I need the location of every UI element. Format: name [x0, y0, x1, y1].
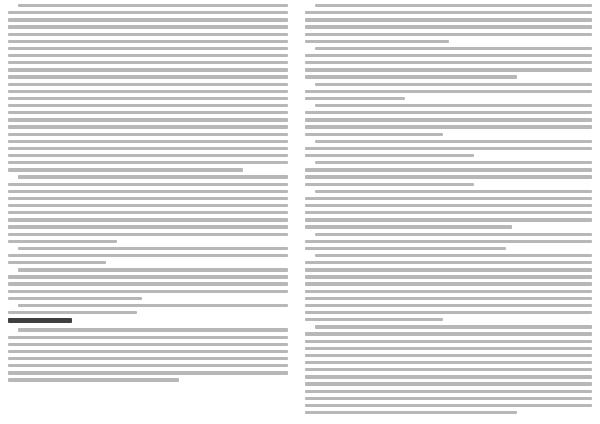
text-line: [305, 75, 517, 78]
text-line: [8, 33, 288, 36]
text-line: [8, 40, 288, 43]
text-line: [305, 347, 592, 350]
text-line: [8, 54, 288, 57]
text-line: [8, 336, 288, 339]
text-line: [8, 83, 288, 86]
text-line: [305, 197, 592, 200]
text-line: [305, 118, 592, 121]
text-line: [305, 33, 592, 36]
text-line: [8, 282, 288, 285]
text-line: [8, 90, 288, 93]
right-paragraph: [305, 325, 592, 414]
text-line: [8, 61, 288, 64]
text-line: [8, 311, 137, 314]
text-line: [8, 168, 243, 171]
text-line: [305, 411, 517, 414]
text-line: [305, 290, 592, 293]
text-line: [305, 147, 592, 150]
text-line: [315, 254, 592, 257]
text-line: [18, 247, 288, 250]
text-line: [315, 325, 592, 328]
text-line: [305, 68, 592, 71]
text-line: [315, 161, 592, 164]
text-line: [8, 140, 288, 143]
text-line: [8, 18, 288, 21]
text-line: [8, 261, 106, 264]
text-line: [8, 147, 288, 150]
text-line: [305, 25, 592, 28]
text-line: [8, 161, 288, 164]
text-line: [305, 111, 592, 114]
text-line: [8, 211, 288, 214]
text-line: [18, 304, 288, 307]
text-line: [8, 204, 288, 207]
right-paragraph: [305, 190, 592, 229]
text-line: [8, 218, 288, 221]
text-line: [305, 275, 592, 278]
text-line: [315, 190, 592, 193]
left-paragraph: [8, 268, 288, 300]
text-line: [315, 104, 592, 107]
right-paragraph: [305, 233, 592, 251]
text-line: [305, 175, 592, 178]
text-line: [8, 275, 288, 278]
text-line: [305, 240, 592, 243]
left-paragraph: [8, 328, 288, 381]
text-line: [18, 328, 288, 331]
text-line: [305, 54, 592, 57]
text-line: [8, 254, 288, 257]
text-line: [305, 18, 592, 21]
text-line: [8, 371, 288, 374]
text-line: [8, 11, 288, 14]
text-line: [8, 357, 288, 360]
text-line: [305, 168, 592, 171]
text-line: [305, 368, 592, 371]
text-line: [305, 311, 592, 314]
text-line: [18, 4, 288, 7]
text-line: [8, 378, 179, 381]
text-line: [8, 75, 288, 78]
text-line: [305, 318, 443, 321]
text-line: [18, 268, 288, 271]
left-paragraph: [8, 4, 288, 172]
text-line: [8, 25, 288, 28]
text-line: [305, 397, 592, 400]
text-line: [18, 175, 288, 178]
text-line: [305, 61, 592, 64]
text-line: [305, 225, 512, 228]
text-line: [305, 133, 443, 136]
text-line: [305, 354, 592, 357]
text-line: [315, 4, 592, 7]
text-line: [8, 118, 288, 121]
text-line: [305, 268, 592, 271]
text-line: [305, 40, 449, 43]
text-line: [305, 361, 592, 364]
text-line: [8, 297, 142, 300]
text-line: [8, 233, 288, 236]
text-line: [315, 140, 592, 143]
text-line: [8, 240, 117, 243]
text-line: [305, 218, 592, 221]
text-line: [8, 183, 288, 186]
text-line: [8, 97, 288, 100]
text-line: [305, 382, 592, 385]
text-line: [305, 97, 405, 100]
text-line: [305, 211, 592, 214]
right-paragraph: [305, 104, 592, 136]
text-line: [8, 343, 288, 346]
text-line: [315, 47, 592, 50]
text-line: [315, 233, 592, 236]
text-line: [8, 290, 288, 293]
text-line: [305, 304, 592, 307]
text-line: [305, 390, 592, 393]
right-paragraph: [305, 47, 592, 79]
right-paragraph: [305, 140, 592, 158]
text-line: [305, 297, 592, 300]
text-line: [305, 404, 592, 407]
text-line: [8, 350, 288, 353]
text-line: [8, 133, 288, 136]
right-column: [305, 4, 592, 418]
text-line: [8, 364, 288, 367]
text-line: [305, 125, 592, 128]
text-line: [305, 90, 592, 93]
text-line: [305, 11, 592, 14]
left-column: [8, 4, 288, 386]
text-line: [305, 154, 474, 157]
text-line: [305, 340, 592, 343]
text-line: [8, 190, 288, 193]
text-line: [8, 111, 288, 114]
text-line: [8, 68, 288, 71]
left-paragraph: [8, 247, 288, 265]
text-line: [305, 204, 592, 207]
right-paragraph: [305, 254, 592, 322]
text-line: [8, 225, 288, 228]
text-line: [8, 47, 288, 50]
text-line: [305, 247, 506, 250]
right-paragraph: [305, 161, 592, 186]
text-line: [305, 332, 592, 335]
right-paragraph: [305, 4, 592, 43]
text-line: [8, 104, 288, 107]
text-line: [305, 375, 592, 378]
text-line: [8, 197, 288, 200]
text-line: [305, 261, 592, 264]
text-line: [315, 83, 592, 86]
left-section-heading: [8, 318, 72, 323]
right-paragraph: [305, 83, 592, 101]
left-paragraph: [8, 304, 288, 314]
text-line: [8, 125, 288, 128]
left-paragraph: [8, 175, 288, 243]
text-line: [305, 282, 592, 285]
text-line: [8, 154, 288, 157]
text-line: [305, 183, 474, 186]
